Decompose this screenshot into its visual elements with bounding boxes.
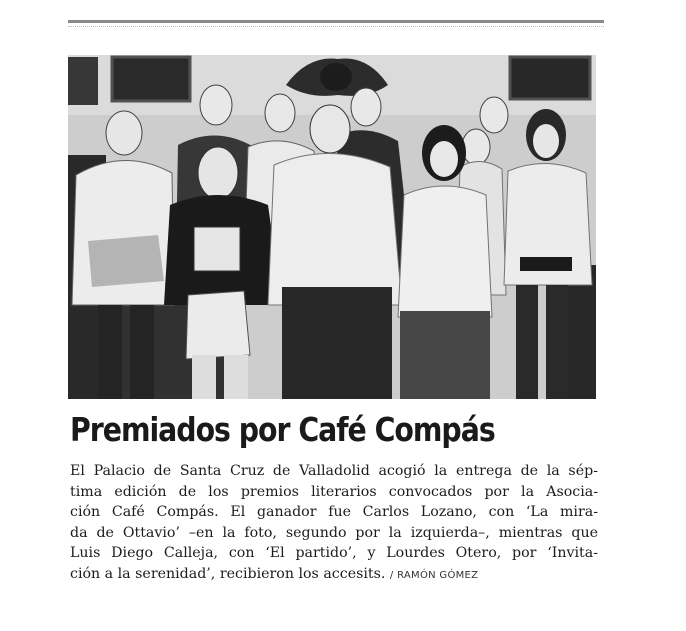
headline: Premiados por Café Compás [70, 410, 495, 449]
body-line: ción a la serenidad’, recibieron los accesits. [70, 565, 386, 582]
body-line-last [70, 564, 598, 587]
top-rule-dotted [68, 26, 604, 28]
body-line: Luis Diego Calleja, con ‘El partido’, y Lourdes Otero, por ‘Invita- [70, 545, 598, 562]
group-photo [68, 55, 596, 399]
photo-credit: / RAMÓN GÓMEZ [389, 569, 479, 581]
article-body [70, 461, 598, 587]
body-line: El Palacio de Santa Cruz de Valladolid acogió la entrega de la sép- [70, 463, 598, 479]
top-rule [68, 20, 604, 23]
body-line: da de Ottavio’ –en la foto, segundo por la izquierda–, mientras que [70, 524, 598, 541]
body-line: tima edición de los premios literarios convocados por la Asocia- [70, 483, 598, 500]
body-line: ción Café Compás. El ganador fue Carlos Lozano, con ‘La mira- [70, 504, 598, 521]
